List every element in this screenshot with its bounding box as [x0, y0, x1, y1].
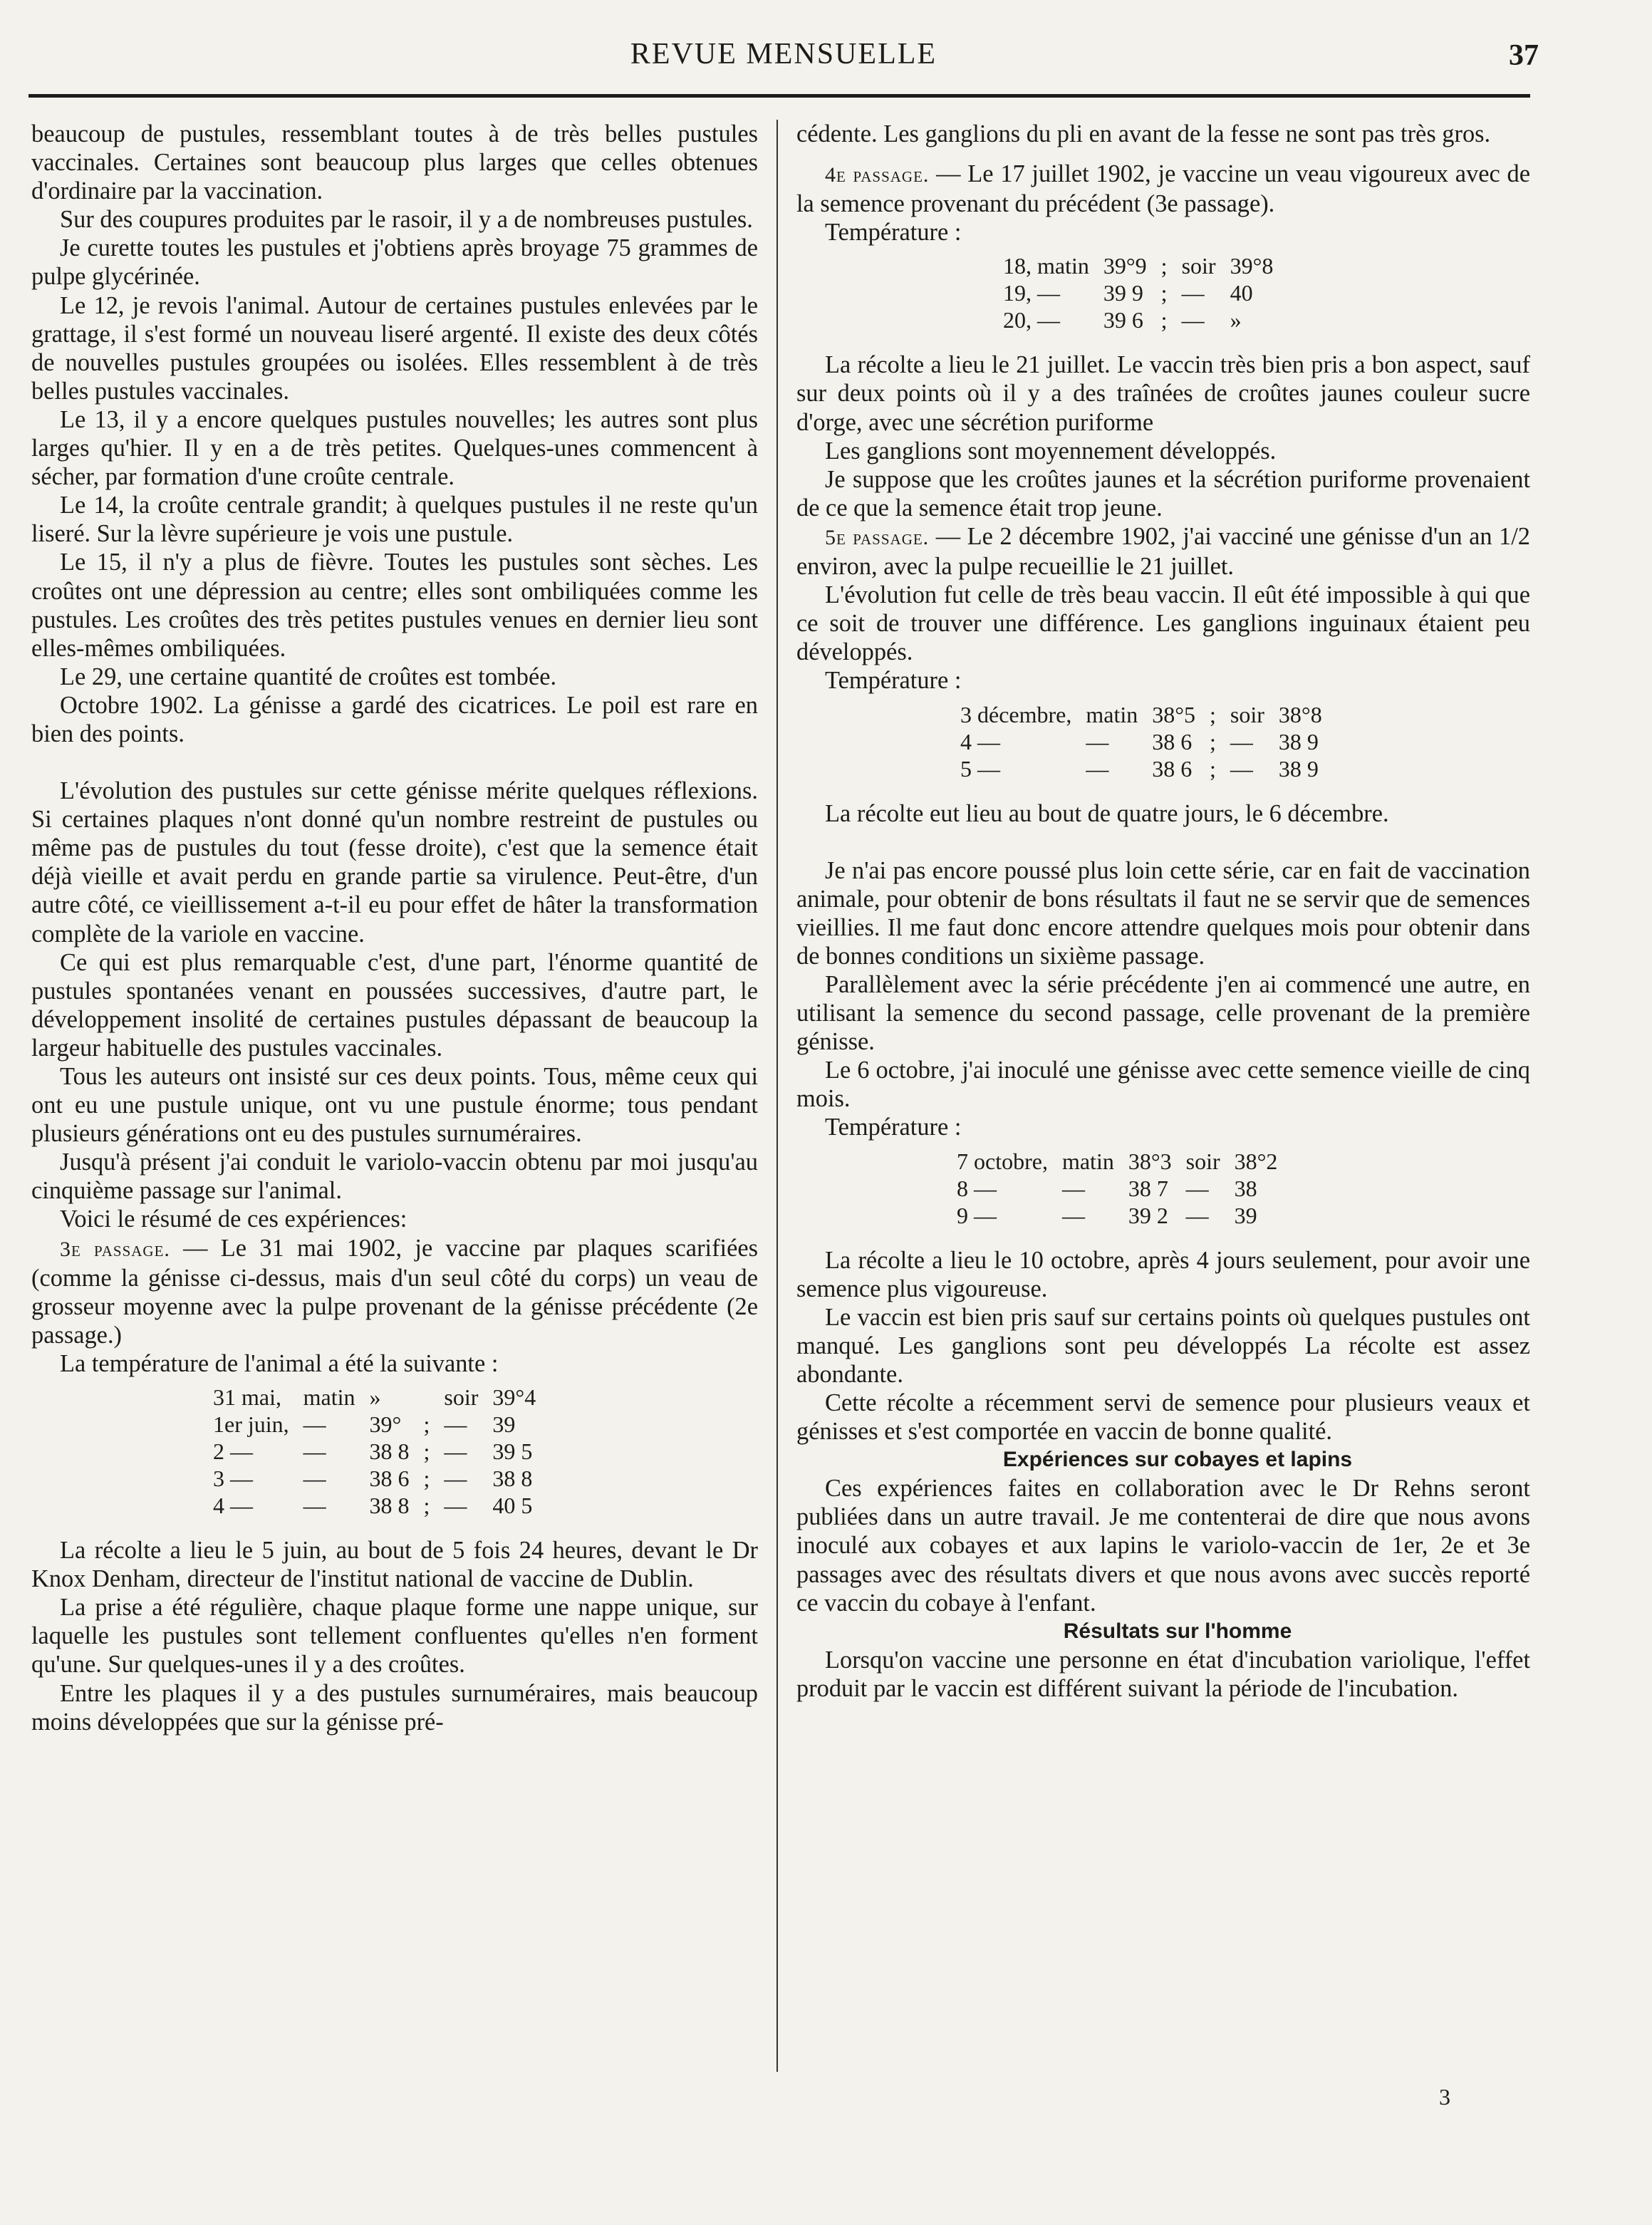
paragraph: Température : [825, 219, 962, 247]
temperature-cell: soir [1230, 701, 1264, 727]
temperature-cell: 40 [1230, 280, 1253, 306]
paragraph: L'évolution fut celle de très beau vaccin. Il eût été impossible à qui que ce soit de trouver une différence. Les ganglions inguinaux étaient peu développés. [796, 581, 1530, 666]
temperature-table-3 [953, 701, 1329, 782]
temperature-cell: 39 9 [1103, 280, 1143, 306]
temperature-cell: 39°4 [492, 1384, 536, 1411]
temperature-row [953, 728, 1329, 755]
temperature-cell: soir [444, 1384, 479, 1411]
temperature-cell: ; [423, 1411, 430, 1438]
paragraph: Le 13, il y a encore quelques pustules nouvelles; les autres sont plus larges qu'hier. Il y en a de très petites. Quelques-unes commencent à sécher, par formation d'une croûte centrale. [31, 405, 758, 491]
paragraph: Ces expériences faites en collaboration avec le Dr Rehns seront publiées dans un autre travail. Je me contenterai de dire que nous avons inoculé aux cobayes et aux lapins le variolo-vaccin de 1er, 2e et 3e passages avec des résultats divers et que nous avons avec succès reporté ce vaccin du cobaye à l'enfant. [796, 1475, 1530, 1617]
temperature-cell: 38 9 [1278, 755, 1319, 782]
temperature-cell: 3 — [213, 1466, 253, 1492]
temperature-cell: 5 — [960, 755, 1000, 782]
temperature-cell: » [369, 1384, 381, 1411]
paragraph: cédente. Les ganglions du pli en avant de la fesse ne sont pas très gros. [796, 120, 1491, 147]
temperature-cell: 39 6 [1103, 307, 1143, 333]
paragraph: Le 12, je revois l'animal. Autour de certaines pustules enlevées par le grattage, il s'est formé un nouveau liseré argenté. Il existe des deux côtés de nouvelles pustules groupées ou isolées. Elles ressemblent à de très belles pustules vaccinales. [31, 291, 758, 405]
temperature-cell: 38 6 [369, 1466, 410, 1492]
temperature-cell: 4 — [960, 728, 1000, 754]
temperature-cell: matin [1086, 701, 1138, 727]
paragraph: Octobre 1902. La génisse a gardé des cicatrices. Le poil est rare en bien des points. [31, 691, 758, 747]
paragraph: La récolte a lieu le 10 octobre, après 4 jours seulement, pour avoir une semence plus vigoureuse. [796, 1246, 1530, 1302]
temperature-cell: 31 mai, [213, 1384, 281, 1411]
temperature-cell: 38 [1234, 1175, 1257, 1201]
temperature-cell: 3 décembre, [960, 701, 1072, 727]
temperature-cell: 8 — [957, 1175, 997, 1201]
temperature-cell: 39 [492, 1411, 516, 1438]
passage-label: 4e passage. [825, 163, 930, 187]
temperature-cell: 9 — [957, 1202, 997, 1228]
temperature-cell [417, 1384, 437, 1411]
temperature-cell: ; [1210, 755, 1216, 782]
temperature-cell: 18, matin [1003, 253, 1089, 279]
temperature-row [206, 1492, 543, 1519]
temperature-cell: 20, — [1003, 307, 1060, 333]
temperature-cell: — [1185, 1202, 1209, 1228]
temperature-cell: 39°9 [1103, 253, 1147, 279]
paragraph: La récolte eut lieu au bout de quatre jours, le 6 décembre. [825, 799, 1389, 827]
temperature-cell: — [1086, 728, 1109, 754]
temperature-row [206, 1384, 543, 1411]
paragraph: Entre les plaques il y a des pustules surnuméraires, mais beaucoup moins développées que sur la génisse pré- [31, 1679, 758, 1736]
temperature-cell: 39 [1234, 1202, 1257, 1228]
paragraph: L'évolution des pustules sur cette génisse mérite quelques réflexions. Si certaines plaques n'ont donné qu'un nombre restreint de pustules ou même pas de pustules du tout (fesse droite), c'est que la semence était déjà vieille et avait perdu en grande partie sa virulence. Peut-être, d'un autre côté, ce vieillissement a-t-il eu pour effet de hâter la transformation complète de la variole en vaccine. [31, 777, 758, 948]
temperature-cell: 40 5 [492, 1493, 533, 1519]
temperature-cell: 1er juin, [213, 1411, 289, 1438]
paragraph: Je suppose que les croûtes jaunes et la sécrétion puriforme provenaient de ce que la semence était trop jeune. [796, 465, 1530, 522]
temperature-row [950, 1202, 1284, 1229]
temperature-cell: — [444, 1493, 467, 1519]
temperature-cell: matin [303, 1384, 355, 1411]
section-heading: Résultats sur l'homme [1063, 1619, 1292, 1643]
temperature-cell: ; [1160, 307, 1168, 333]
temperature-cell: 38°3 [1128, 1148, 1172, 1174]
temperature-cell: — [1061, 1202, 1085, 1228]
temperature-cell: 39 2 [1128, 1202, 1168, 1228]
paragraph: Jusqu'à présent j'ai conduit le variolo-vaccin obtenu par moi jusqu'au cinquième passage sur l'animal. [31, 1148, 758, 1205]
paragraph: Cette récolte a récemment servi de semence pour plusieurs veaux et génisses et s'est comportée en vaccin de bonne qualité. [796, 1389, 1530, 1446]
temperature-table-4 [950, 1148, 1284, 1229]
temperature-cell: — [1230, 755, 1253, 782]
paragraph: Ce qui est plus remarquable c'est, d'une part, l'énorme quantité de pustules spontanées venant en poussées successives, d'autre part, le développement insolité de certaines pustules dépassant de beaucoup la largeur habituelle des pustules vaccinales. [31, 948, 758, 1062]
temperature-row [206, 1438, 543, 1465]
paragraph: Je curette toutes les pustules et j'obtiens après broyage 75 grammes de pulpe glycérinée. [31, 234, 758, 291]
paragraph: Parallèlement avec la série précédente j'en ai commencé une autre, en utilisant la semence du second passage, celle provenant de la première génisse. [796, 970, 1530, 1056]
temperature-cell: 38°5 [1152, 701, 1196, 727]
temperature-cell: matin [1061, 1148, 1114, 1174]
temperature-cell: — [303, 1411, 326, 1438]
paragraph-passage-4: 4e passage. — Le 17 juillet 1902, je vaccine un veau vigoureux avec de la semence provenant du précédent (3e passage). [796, 160, 1530, 218]
temperature-cell: 39 5 [492, 1438, 533, 1465]
paragraph: Je n'ai pas encore poussé plus loin cette série, car en fait de vaccination animale, pour obtenir de bons résultats il faut ne se servir que de semences vieillies. Il me faut donc encore attendre quelques mois pour obtenir dans de bonnes conditions un sixième passage. [796, 856, 1530, 970]
temperature-cell: 38°8 [1278, 701, 1322, 727]
temperature-row [996, 306, 1280, 333]
paragraph: La prise a été régulière, chaque plaque forme une nappe unique, sur laquelle les pustules sont tellement confluentes qu'elles n'en forment qu'une. Sur quelques-unes il y a des croûtes. [31, 1594, 758, 1679]
temperature-cell: 38 6 [1152, 755, 1193, 782]
temperature-table-1 [206, 1384, 543, 1519]
temperature-cell: 38 9 [1278, 728, 1319, 754]
temperature-cell: soir [1181, 253, 1216, 279]
temperature-cell: — [1181, 307, 1205, 333]
temperature-cell: 38°2 [1234, 1148, 1278, 1174]
temperature-cell: 38 8 [369, 1438, 410, 1465]
temperature-cell: — [444, 1411, 467, 1438]
temperature-cell: 38 7 [1128, 1175, 1168, 1201]
temperature-row [206, 1465, 543, 1492]
paragraph: Lorsqu'on vaccine une personne en état d'incubation variolique, l'effet produit par le vaccin est différent suivant la période de l'incubation. [796, 1646, 1530, 1702]
temperature-cell: 38 6 [1152, 728, 1193, 754]
paragraph: Le 15, il n'y a plus de fièvre. Toutes les pustules sont sèches. Les croûtes ont une dépression au centre; elles sont ombiliquées comme les pustules. Les croûtes des très petites pustules venues en dernier lieu sont elles-mêmes ombiliquées. [31, 549, 758, 662]
paragraph: Température : [825, 1114, 962, 1141]
paragraph: Le 14, la croûte centrale grandit; à quelques pustules il ne reste qu'un liseré. Sur la lèvre supérieure je vois une pustule. [31, 492, 758, 548]
temperature-cell: 39°8 [1230, 253, 1274, 279]
temperature-cell: 7 octobre, [957, 1148, 1048, 1174]
paragraph-passage-5: 5e passage. — Le 2 décembre 1902, j'ai vacciné une génisse d'un an 1/2 environ, avec la pulpe recueillie le 21 juillet. [796, 522, 1530, 581]
temperature-row [953, 701, 1329, 728]
folio-number: 3 [1439, 2084, 1450, 2110]
paragraph: Le 29, une certaine quantité de croûtes est tombée. [60, 663, 557, 690]
temperature-cell: — [1185, 1175, 1209, 1201]
temperature-cell: — [444, 1438, 467, 1465]
temperature-cell: — [1086, 755, 1109, 782]
paragraph: beaucoup de pustules, ressemblant toutes à de très belles pustules vaccinales. Certaines sont beaucoup plus larges que celles obtenues d'ordinaire par la vaccination. [31, 120, 758, 205]
temperature-cell: » [1230, 307, 1242, 333]
column-divider [776, 120, 778, 2072]
temperature-cell: 38 8 [492, 1466, 533, 1492]
temperature-cell: ; [1160, 253, 1168, 279]
temperature-row [950, 1148, 1284, 1175]
paragraph-passage-3: 3e passage. — Le 31 mai 1902, je vaccine par plaques scarifiées (comme la génisse ci-dessus, mais d'un seul côté du corps) un veau de grosseur moyenne avec la pulpe provenant de la génisse précédente (2e passage.) [31, 1234, 759, 1349]
temperature-cell: — [303, 1493, 326, 1519]
temperature-cell: 38 8 [369, 1493, 410, 1519]
temperature-cell: ; [1210, 728, 1216, 754]
temperature-cell: — [303, 1438, 326, 1465]
temperature-cell: ; [423, 1493, 430, 1519]
temperature-cell: 2 — [213, 1438, 253, 1465]
paragraph: Le 6 octobre, j'ai inoculé une génisse avec cette semence vieille de cinq mois. [796, 1057, 1530, 1113]
temperature-cell: — [1061, 1175, 1085, 1201]
running-title: REVUE MENSUELLE [630, 38, 937, 71]
temperature-cell: 39° [369, 1411, 402, 1438]
page-number: 37 [1509, 39, 1539, 72]
temperature-row [206, 1411, 543, 1438]
temperature-cell: 4 — [213, 1493, 253, 1519]
temperature-cell: 19, — [1003, 280, 1060, 306]
paragraph: Le vaccin est bien pris sauf sur certains points où quelques pustules ont manqué. Les ganglions sont peu développés La récolte est assez abondante. [796, 1303, 1530, 1388]
temperature-cell: — [1230, 728, 1253, 754]
paragraph: La température de l'animal a été la suivante : [60, 1349, 499, 1377]
right-column [796, 120, 1530, 1703]
temperature-cell: — [444, 1466, 467, 1492]
paragraph: Voici le résumé de ces expériences: [60, 1205, 407, 1233]
temperature-row [950, 1175, 1284, 1202]
left-column [31, 120, 758, 1736]
paragraph: La récolte a lieu le 21 juillet. Le vaccin très bien pris a bon aspect, sauf sur deux points où il y a des traînées de croûtes jaunes couleur sucre d'orge, avec une sécrétion puriforme [796, 351, 1530, 436]
page-header [28, 37, 1539, 80]
temperature-row [953, 755, 1329, 782]
temperature-cell: ; [423, 1438, 430, 1465]
paragraph: Tous les auteurs ont insisté sur ces deux points. Tous, même ceux qui ont eu une pustule unique, ont vu une pustule énorme; tous pendant plusieurs générations ont eu des pustules surnuméraires. [31, 1063, 758, 1148]
temperature-cell: soir [1185, 1148, 1220, 1174]
temperature-cell: ; [1160, 280, 1168, 306]
passage-label: 5e passage. [825, 525, 930, 549]
paragraph: Les ganglions sont moyennement développés. [825, 437, 1277, 465]
temperature-cell: — [1181, 280, 1205, 306]
temperature-row [996, 252, 1280, 279]
paragraph: Sur des coupures produites par le rasoir, il y a de nombreuses pustules. [60, 206, 753, 234]
temperature-cell: ; [1210, 701, 1216, 727]
paragraph: Température : [825, 667, 962, 695]
paragraph: La récolte a lieu le 5 juin, au bout de 5 fois 24 heures, devant le Dr Knox Denham, directeur de l'institut national de vaccine de Dublin. [31, 1537, 758, 1593]
temperature-row [996, 279, 1280, 306]
temperature-cell: ; [423, 1466, 430, 1492]
temperature-cell: — [303, 1466, 326, 1492]
passage-label: 3e passage. [60, 1237, 170, 1261]
temperature-table-2 [996, 252, 1280, 333]
header-rule [28, 94, 1530, 98]
section-heading: Expériences sur cobayes et lapins [1002, 1448, 1353, 1472]
